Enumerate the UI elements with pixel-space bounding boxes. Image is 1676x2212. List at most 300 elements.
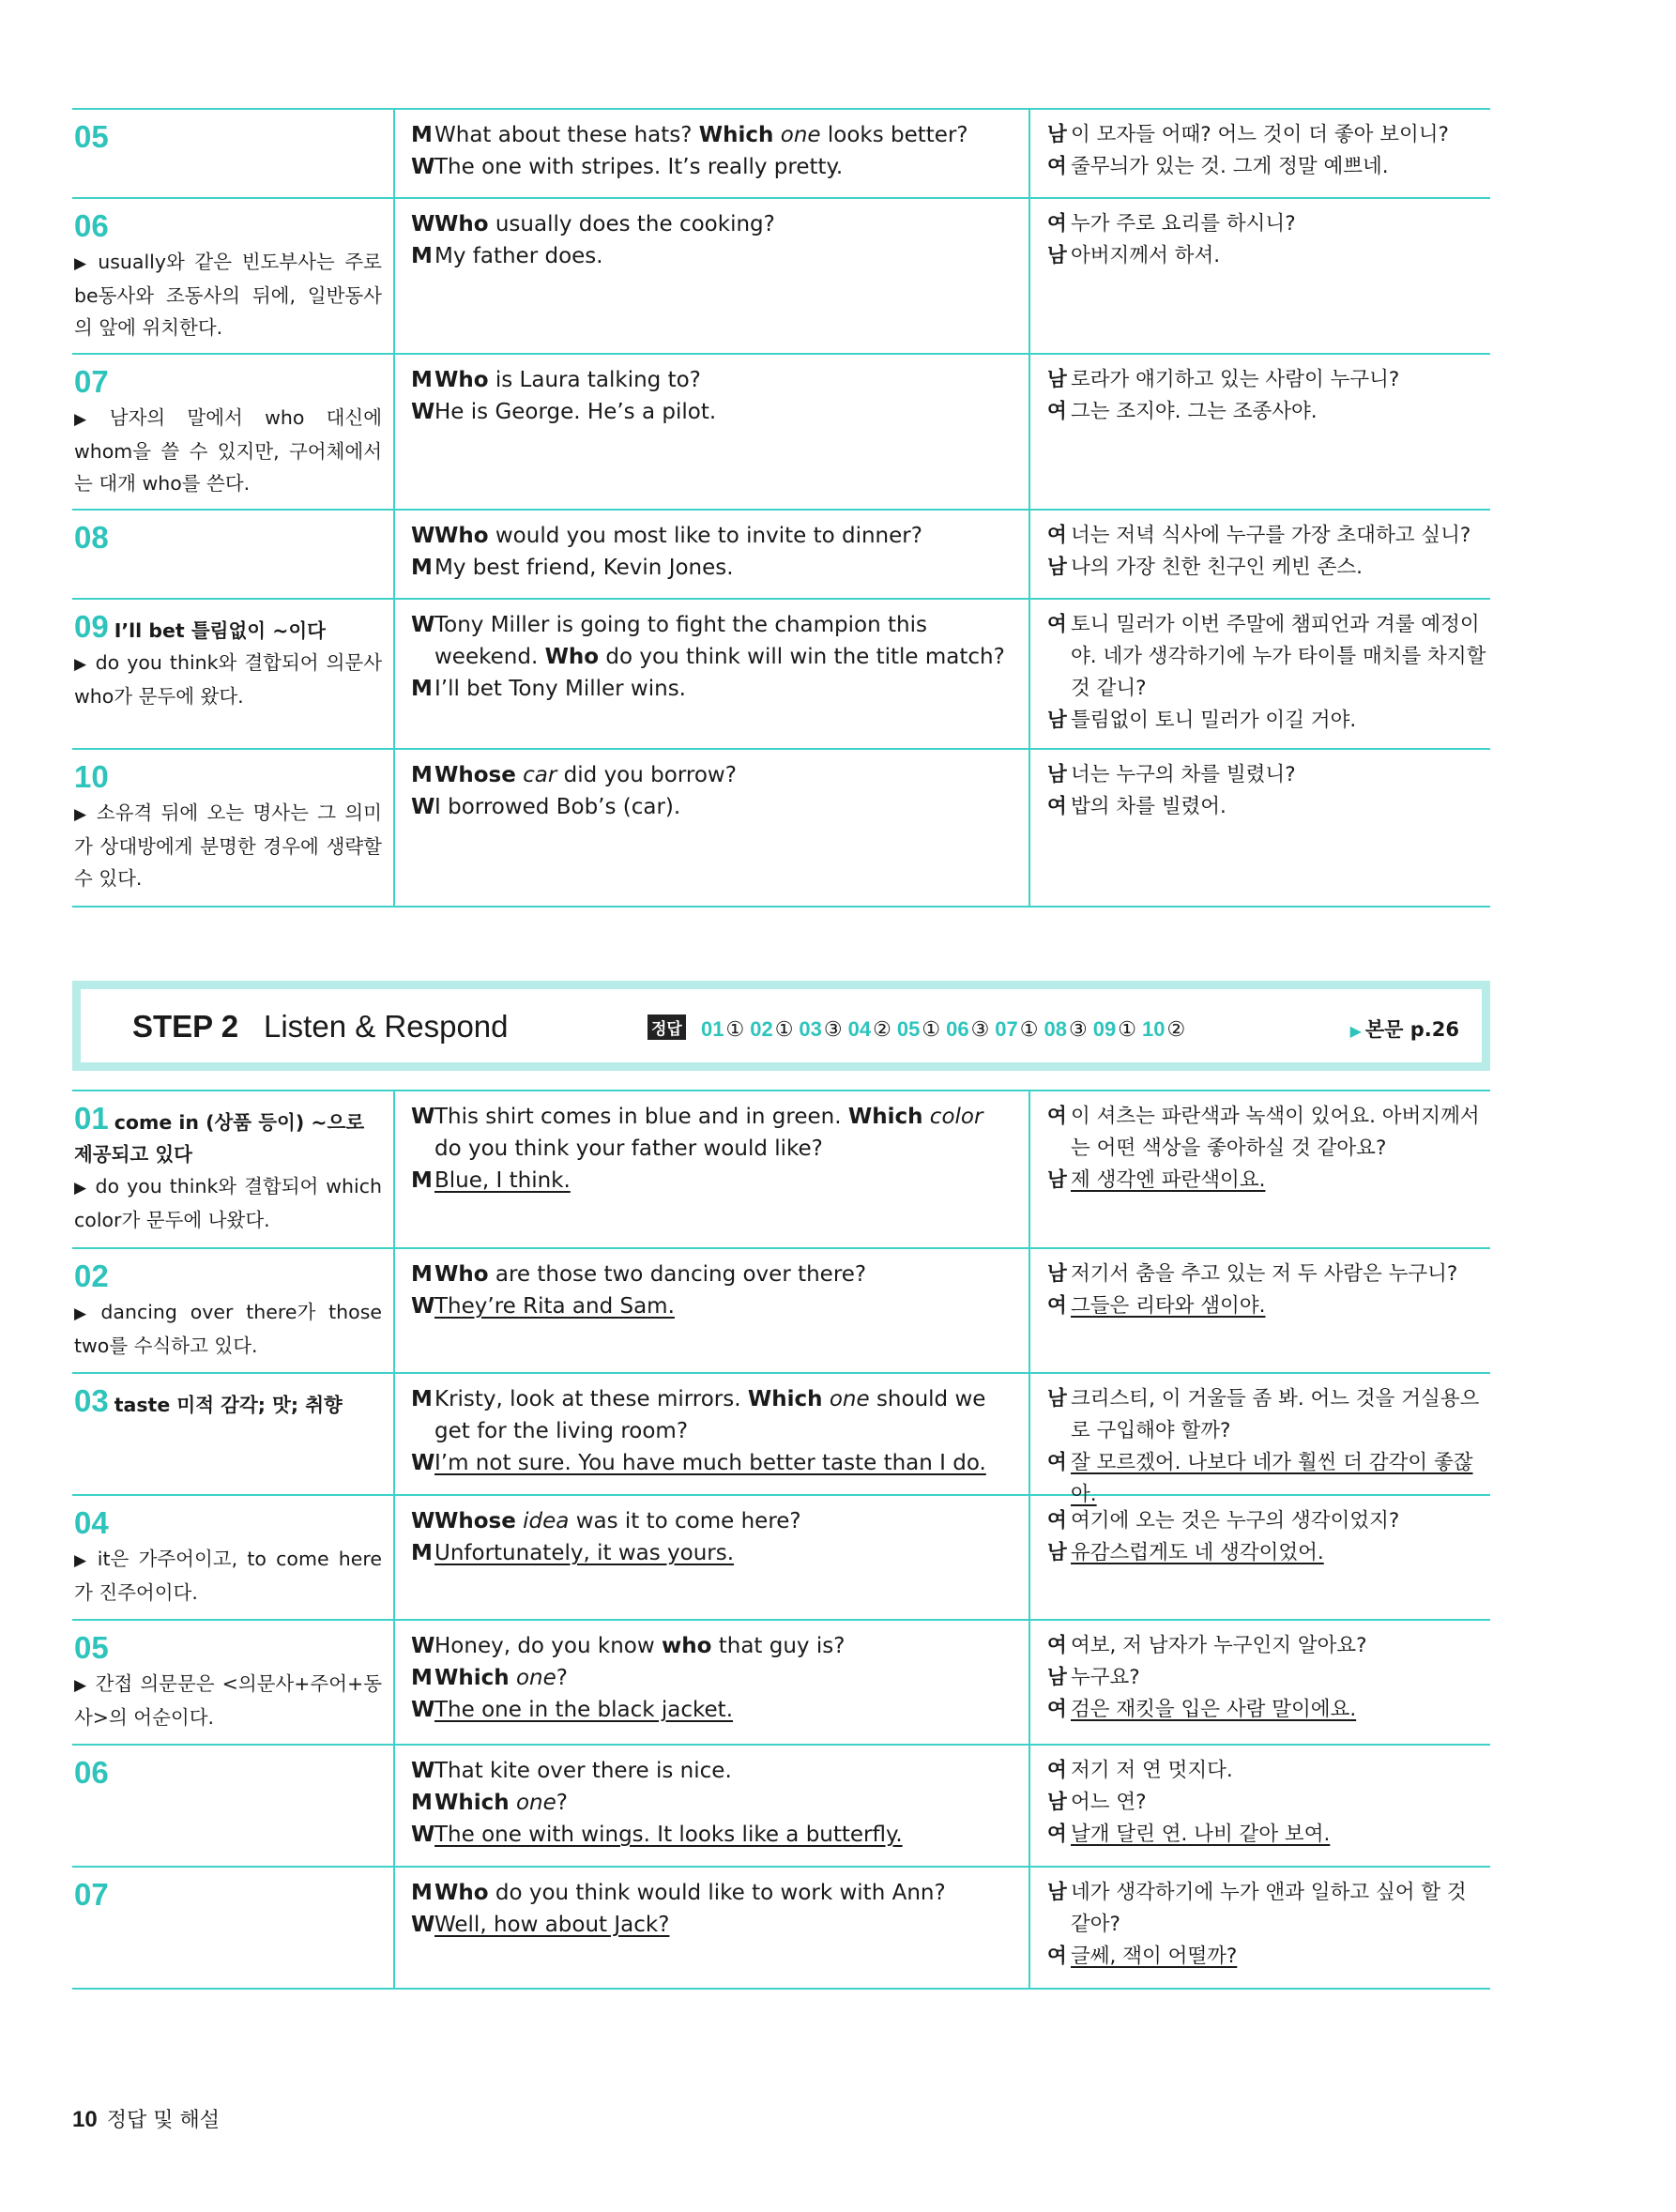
translation-text: [1071, 208, 1490, 240]
translation-line: [1047, 119, 1490, 151]
text-run: one: [515, 1791, 556, 1815]
translation-line: [1047, 552, 1490, 584]
translation-text: [1071, 1877, 1490, 1941]
dialogue-text: [434, 520, 1015, 552]
translation-text: [1071, 520, 1490, 552]
answer-choice: ①: [1019, 1017, 1039, 1041]
translation-line: [1047, 1694, 1490, 1726]
answer-choice: ③: [970, 1017, 990, 1041]
dialogue-line: [411, 791, 1015, 823]
text-run: color: [929, 1105, 983, 1129]
text-run: 크리스티, 이 거울들 좀 봐. 어느 것을 거실용으로 구입해야 할까?: [1071, 1387, 1480, 1442]
page-reference: [1350, 1014, 1459, 1043]
text-run: Which: [434, 1791, 510, 1815]
dialogue-line: [411, 1819, 1015, 1851]
speaker-label: 여: [1047, 1945, 1067, 1968]
triangle-right-icon: ▶: [74, 1304, 94, 1323]
table-row: [72, 1091, 1490, 1249]
dialogue-text: [434, 1259, 1015, 1290]
translation-line: [1047, 1537, 1490, 1569]
speaker-label: 여: [1047, 155, 1067, 178]
dialogue-line: [411, 396, 1015, 428]
speaker-label: M: [411, 1262, 433, 1287]
dialogue-cell: [395, 110, 1030, 197]
dialogue-text: [434, 1505, 1015, 1537]
answer-choice: ①: [725, 1017, 745, 1041]
speaker-label: W: [411, 524, 435, 548]
translation-text: [1071, 1694, 1490, 1726]
speaker-label: W: [411, 400, 435, 424]
text-run: one: [780, 123, 821, 147]
text-run: 여보, 저 남자가 누구인지 알아요?: [1071, 1634, 1367, 1657]
question-number: 08: [74, 520, 109, 555]
speaker-label: 여: [1047, 212, 1067, 236]
translation-line: [1047, 1787, 1490, 1819]
speaker-label: W: [411, 1913, 435, 1937]
text-run: 저기서 춤을 추고 있는 저 두 사람은 누구니?: [1071, 1262, 1458, 1286]
answer-choice: ①: [922, 1017, 941, 1041]
text-run: Which: [747, 1387, 823, 1411]
translation-cell: [1030, 1374, 1490, 1506]
speaker-label: M: [411, 1666, 433, 1690]
dialogue-line: [411, 520, 1015, 552]
translation-line: [1047, 705, 1490, 737]
speaker-label: 남: [1047, 1387, 1067, 1411]
dialogue-cell: [395, 1374, 1030, 1494]
keyword-note: I’ll bet 틀림없이 ~이다: [114, 619, 326, 642]
step-2-header: [72, 981, 1490, 1071]
translation-line: [1047, 1819, 1490, 1851]
answer-number: 04: [847, 1017, 872, 1041]
text-run: 누가 주로 요리를 하시니?: [1071, 212, 1296, 236]
text-run: Honey, do you know: [434, 1634, 662, 1658]
text-run: 이 모자들 어때? 어느 것이 더 좋아 보이니?: [1071, 123, 1449, 146]
text-run: idea: [523, 1509, 570, 1533]
speaker-label: M: [411, 763, 433, 787]
dialogue-text: [434, 791, 1015, 823]
question-head: [74, 1877, 382, 1915]
page-footer: [72, 2104, 220, 2133]
speaker-label: 여: [1047, 795, 1067, 818]
text-run: 잘 모르겠어. 나보다 네가 훨씬 더 감각이 좋잖아.: [1071, 1451, 1473, 1506]
question-head: [74, 364, 382, 402]
text-run: do you think your father would like?: [434, 1137, 823, 1161]
question-cell: [72, 1621, 395, 1744]
text-run: Who: [434, 1881, 489, 1905]
text-run: I’m not sure. You have much better taste than I do.: [434, 1451, 986, 1475]
text-run: They’re Rita and Sam.: [434, 1294, 675, 1319]
translation-text: [1071, 791, 1490, 823]
question-cell: [72, 1374, 395, 1494]
question-cell: [72, 1868, 395, 1988]
question-cell: [72, 511, 395, 598]
text-run: [510, 1666, 516, 1690]
dialogue-line: [411, 1447, 1015, 1479]
text-run: do you think will win the title match?: [599, 645, 1005, 669]
text-run: 너는 누구의 차를 빌렸니?: [1071, 763, 1296, 786]
question-number: 05: [74, 1630, 109, 1665]
text-run: was it to come here?: [569, 1509, 801, 1533]
text-run: are those two dancing over there?: [488, 1262, 867, 1287]
text-run: 제 생각엔 파란색이요.: [1071, 1168, 1266, 1192]
table-row: [72, 600, 1490, 750]
question-number: 01: [74, 1101, 109, 1136]
text-run: Unfortunately, it was yours.: [434, 1541, 735, 1565]
answer-badge: 정답: [648, 1014, 686, 1040]
text-run: would you most like to invite to dinner?: [488, 524, 922, 548]
translation-text: [1071, 1755, 1490, 1787]
text-run: one: [829, 1387, 870, 1411]
speaker-label: W: [411, 1451, 435, 1475]
translation-line: [1047, 759, 1490, 791]
question-head: [74, 1630, 382, 1668]
speaker-label: 남: [1047, 1168, 1067, 1192]
dialogue-text: [434, 208, 1015, 240]
translation-text: [1071, 364, 1490, 396]
translation-text: [1071, 1165, 1490, 1197]
question-number: 02: [74, 1259, 109, 1293]
text-run: that guy is?: [711, 1634, 846, 1658]
translation-text: [1071, 1630, 1490, 1662]
dialogue-text: [434, 1819, 1015, 1851]
answer-choice: ①: [1118, 1017, 1136, 1041]
table-row: [72, 1746, 1490, 1868]
dialogue-line: [411, 1290, 1015, 1322]
text-run: 검은 재킷을 입은 사람 말이에요.: [1071, 1698, 1357, 1721]
translation-text: [1071, 1383, 1490, 1447]
speaker-label: 여: [1047, 400, 1067, 423]
dialogue-line: [411, 609, 1015, 673]
question-head: [74, 208, 382, 246]
translation-line: [1047, 791, 1490, 823]
speaker-label: 여: [1047, 1634, 1067, 1657]
text-run: Who: [434, 212, 489, 236]
text-run: is Laura talking to?: [488, 368, 701, 392]
dialogue-cell: [395, 1496, 1030, 1619]
text-run: 나의 가장 친한 친구인 케빈 존스.: [1071, 556, 1364, 579]
dialogue-text: [434, 240, 1015, 272]
dialogue-text: [434, 364, 1015, 396]
answer-number: 09: [1092, 1017, 1117, 1041]
question-head: [74, 609, 382, 647]
question-cell: [72, 750, 395, 906]
translation-line: [1047, 1101, 1490, 1165]
dialogue-cell: [395, 1746, 1030, 1866]
speaker-label: 여: [1047, 1509, 1067, 1533]
dialogue-line: [411, 1630, 1015, 1662]
translation-cell: [1030, 600, 1490, 748]
text-run: 줄무늬가 있는 것. 그게 정말 예쁘네.: [1071, 155, 1389, 178]
question-number: 07: [74, 364, 109, 399]
page-reference-label: 본문 p.26: [1364, 1018, 1459, 1041]
text-run: Who: [434, 1262, 489, 1287]
text-run: usually does the cooking?: [488, 212, 775, 236]
table-row: [72, 199, 1490, 355]
translation-text: [1071, 1819, 1490, 1851]
speaker-label: W: [411, 155, 435, 179]
translation-text: [1071, 1537, 1490, 1569]
answer-number: 08: [1044, 1017, 1067, 1041]
dialogue-line: [411, 552, 1015, 584]
triangle-right-icon: ▶: [74, 1676, 88, 1695]
table-row: [72, 511, 1490, 600]
speaker-label: 여: [1047, 1105, 1067, 1128]
speaker-label: 여: [1047, 1698, 1067, 1721]
speaker-label: W: [411, 795, 435, 819]
dialogue-line: [411, 1383, 1015, 1447]
question-number: 03: [74, 1383, 109, 1418]
question-cell: [72, 199, 395, 353]
translation-line: [1047, 151, 1490, 183]
translation-cell: [1030, 1091, 1490, 1247]
grammar-note: [74, 402, 382, 499]
text-run: who: [661, 1634, 712, 1658]
question-cell: [72, 1249, 395, 1372]
answer-list: [648, 1014, 1189, 1042]
text-run: My father does.: [434, 244, 603, 268]
triangle-right-icon: ▶: [74, 805, 89, 824]
text-run: 누구요?: [1071, 1666, 1140, 1689]
grammar-note-text: 간접 의문문은 <의문사+주어+동사>의 어순이다.: [74, 1672, 383, 1729]
speaker-label: 남: [1047, 1666, 1067, 1689]
text-run: Who: [544, 645, 600, 669]
speaker-label: W: [411, 1634, 435, 1658]
speaker-label: W: [411, 1759, 435, 1783]
dialogue-line: [411, 1165, 1015, 1197]
dialogue-line: [411, 1909, 1015, 1941]
answer-number: 06: [946, 1017, 969, 1041]
page-number: 10: [72, 2107, 98, 2132]
grammar-note: [74, 797, 382, 894]
translation-text: [1071, 396, 1490, 428]
table-row: [72, 110, 1490, 199]
speaker-label: 여: [1047, 1759, 1067, 1782]
speaker-label: M: [411, 1541, 433, 1565]
translation-text: [1071, 1662, 1490, 1694]
translation-line: [1047, 1290, 1490, 1322]
text-run: The one with wings. It looks like a butterfly.: [434, 1823, 903, 1847]
dialogue-line: [411, 1787, 1015, 1819]
translation-line: [1047, 364, 1490, 396]
speaker-label: M: [411, 1387, 433, 1411]
dialogue-text: [434, 1290, 1015, 1322]
dialogue-text: [434, 1755, 1015, 1787]
dialogue-cell: [395, 1249, 1030, 1372]
speaker-label: W: [411, 1105, 435, 1129]
dialogue-line: [411, 1101, 1015, 1165]
text-run: Well, how about Jack?: [434, 1913, 670, 1937]
dialogue-text: [434, 1630, 1015, 1662]
grammar-note: [74, 246, 382, 343]
question-head: [74, 520, 382, 557]
answer-choice: ③: [823, 1017, 843, 1041]
speaker-label: W: [411, 1294, 435, 1319]
question-cell: [72, 1496, 395, 1619]
translation-text: [1071, 1787, 1490, 1819]
translation-line: [1047, 1383, 1490, 1447]
text-run: 유감스럽게도 네 생각이었어.: [1071, 1541, 1324, 1564]
question-number: 06: [74, 208, 109, 243]
grammar-note: [74, 1296, 382, 1362]
question-head: [74, 759, 382, 797]
translation-line: [1047, 240, 1490, 272]
speaker-label: 남: [1047, 123, 1067, 146]
dialogue-text: [434, 1383, 1015, 1447]
dialogue-cell: [395, 600, 1030, 748]
grammar-note: [74, 1170, 382, 1236]
table-row: [72, 1496, 1490, 1621]
grammar-note-text: do you think와 결합되어 의문사 who가 문두에 왔다.: [74, 651, 382, 708]
text-run: should we get for the living room?: [434, 1387, 986, 1443]
answer-number: 07: [995, 1017, 1018, 1041]
speaker-label: M: [411, 1791, 433, 1815]
question-number: 10: [74, 759, 109, 794]
translation-cell: [1030, 1249, 1490, 1372]
text-run: [823, 1387, 830, 1411]
translation-cell: [1030, 110, 1490, 197]
text-run: The one in the black jacket.: [434, 1698, 734, 1722]
text-run: Who: [434, 368, 489, 392]
speaker-label: 여: [1047, 1823, 1067, 1846]
translation-text: [1071, 1290, 1490, 1322]
translation-cell: [1030, 355, 1490, 509]
dialogue-text: [434, 1877, 1015, 1909]
dialogue-line: [411, 759, 1015, 791]
dialogue-text: [434, 1694, 1015, 1726]
translation-cell: [1030, 1496, 1490, 1619]
question-head: [74, 1259, 382, 1296]
footer-label: 정답 및 해설: [106, 2109, 220, 2132]
text-run: The one with stripes. It’s really pretty.: [434, 155, 844, 179]
translation-line: [1047, 1877, 1490, 1941]
text-run: ?: [556, 1666, 568, 1690]
text-run: 글쎄, 잭이 어떨까?: [1071, 1945, 1238, 1968]
dialogue-line: [411, 1755, 1015, 1787]
dialogue-text: [434, 119, 1015, 151]
table-row: [72, 1621, 1490, 1746]
speaker-label: W: [411, 212, 435, 236]
speaker-label: 남: [1047, 1541, 1067, 1564]
text-run: 저기 저 연 멋지다.: [1071, 1759, 1233, 1782]
dialogue-text: [434, 396, 1015, 428]
dialogue-text: [434, 609, 1015, 673]
text-run: [510, 1791, 516, 1815]
translation-text: [1071, 1101, 1490, 1165]
triangle-right-icon: ▶: [74, 655, 88, 674]
text-run: [773, 123, 780, 147]
text-run: This shirt comes in blue and in green.: [434, 1105, 848, 1129]
text-run: Kristy, look at these mirrors.: [434, 1387, 748, 1411]
table-row: [72, 1249, 1490, 1374]
question-number: 07: [74, 1877, 109, 1912]
text-run: Which: [698, 123, 774, 147]
translation-line: [1047, 1941, 1490, 1973]
text-run: Blue, I think.: [434, 1168, 571, 1193]
dialogue-line: [411, 673, 1015, 705]
translation-text: [1071, 151, 1490, 183]
translation-line: [1047, 1505, 1490, 1537]
triangle-right-icon: ▶: [74, 254, 91, 273]
text-run: 네가 생각하기에 누가 앤과 일하고 싶어 할 것 같아?: [1071, 1881, 1467, 1936]
text-run: I borrowed Bob’s (car).: [434, 795, 681, 819]
text-run: one: [515, 1666, 556, 1690]
speaker-label: 남: [1047, 1262, 1067, 1286]
dialogue-line: [411, 1259, 1015, 1290]
speaker-label: 여: [1047, 613, 1067, 636]
text-run: did you borrow?: [556, 763, 737, 787]
grammar-note-text: usually와 같은 빈도부사는 주로 be동사와 조동사의 뒤에, 일반동사의 앞에 위치한다.: [74, 251, 382, 339]
section-2-table: [72, 1090, 1490, 1990]
answer-choice: ①: [774, 1017, 794, 1041]
table-row: [72, 750, 1490, 908]
dialogue-text: [434, 759, 1015, 791]
text-run: 로라가 얘기하고 있는 사람이 누구니?: [1071, 368, 1400, 391]
dialogue-text: [434, 1537, 1015, 1569]
translation-line: [1047, 208, 1490, 240]
text-run: 틀림없이 토니 밀러가 이길 거야.: [1071, 709, 1357, 732]
text-run: I’ll bet Tony Miller wins.: [434, 677, 686, 701]
keyword-note: come in (상품 등이) ~으로 제공되고 있다: [74, 1111, 365, 1166]
text-run: 어느 연?: [1071, 1791, 1147, 1814]
dialogue-text: [434, 1909, 1015, 1941]
translation-line: [1047, 1630, 1490, 1662]
translation-cell: [1030, 1868, 1490, 1988]
translation-text: [1071, 240, 1490, 272]
dialogue-text: [434, 673, 1015, 705]
grammar-note-text: do you think와 결합되어 which color가 문두에 나왔다.: [74, 1175, 382, 1231]
text-run: 밥의 차를 빌렸어.: [1071, 795, 1227, 818]
question-cell: [72, 110, 395, 197]
text-run: Tony Miller is going to fight the champion this weekend.: [434, 613, 927, 669]
answer-number: 05: [896, 1017, 921, 1041]
speaker-label: M: [411, 368, 433, 392]
dialogue-cell: [395, 1868, 1030, 1988]
dialogue-line: [411, 240, 1015, 272]
table-row: [72, 355, 1490, 511]
translation-text: [1071, 609, 1490, 705]
speaker-label: M: [411, 556, 433, 580]
speaker-label: M: [411, 123, 433, 147]
dialogue-text: [434, 1165, 1015, 1197]
translation-text: [1071, 119, 1490, 151]
grammar-note-text: 남자의 말에서 who 대신에 whom을 쓸 수 있지만, 구어체에서는 대개 who를 쓴다.: [74, 406, 383, 495]
answer-number: 03: [799, 1017, 822, 1041]
question-cell: [72, 1091, 395, 1247]
answer-choice: ③: [1069, 1017, 1088, 1041]
translation-text: [1071, 759, 1490, 791]
dialogue-cell: [395, 1621, 1030, 1744]
translation-cell: [1030, 199, 1490, 353]
speaker-label: W: [411, 1509, 435, 1533]
translation-text: [1071, 1259, 1490, 1290]
grammar-note-text: it은 가주어이고, to come here가 진주어이다.: [74, 1548, 382, 1604]
answer-number: 01: [700, 1017, 724, 1041]
table-row: [72, 1868, 1490, 1990]
dialogue-line: [411, 208, 1015, 240]
translation-line: [1047, 1662, 1490, 1694]
section-1-table: [72, 108, 1490, 908]
translation-cell: [1030, 1621, 1490, 1744]
speaker-label: M: [411, 677, 433, 701]
text-run: looks better?: [820, 123, 968, 147]
question-number: 06: [74, 1755, 109, 1790]
text-run: He is George. He’s a pilot.: [434, 400, 717, 424]
grammar-note-text: dancing over there가 those two를 수식하고 있다.: [74, 1301, 382, 1357]
translation-line: [1047, 396, 1490, 428]
question-head: [74, 1755, 382, 1792]
dialogue-text: [434, 1101, 1015, 1165]
answer-number: 02: [750, 1017, 773, 1041]
